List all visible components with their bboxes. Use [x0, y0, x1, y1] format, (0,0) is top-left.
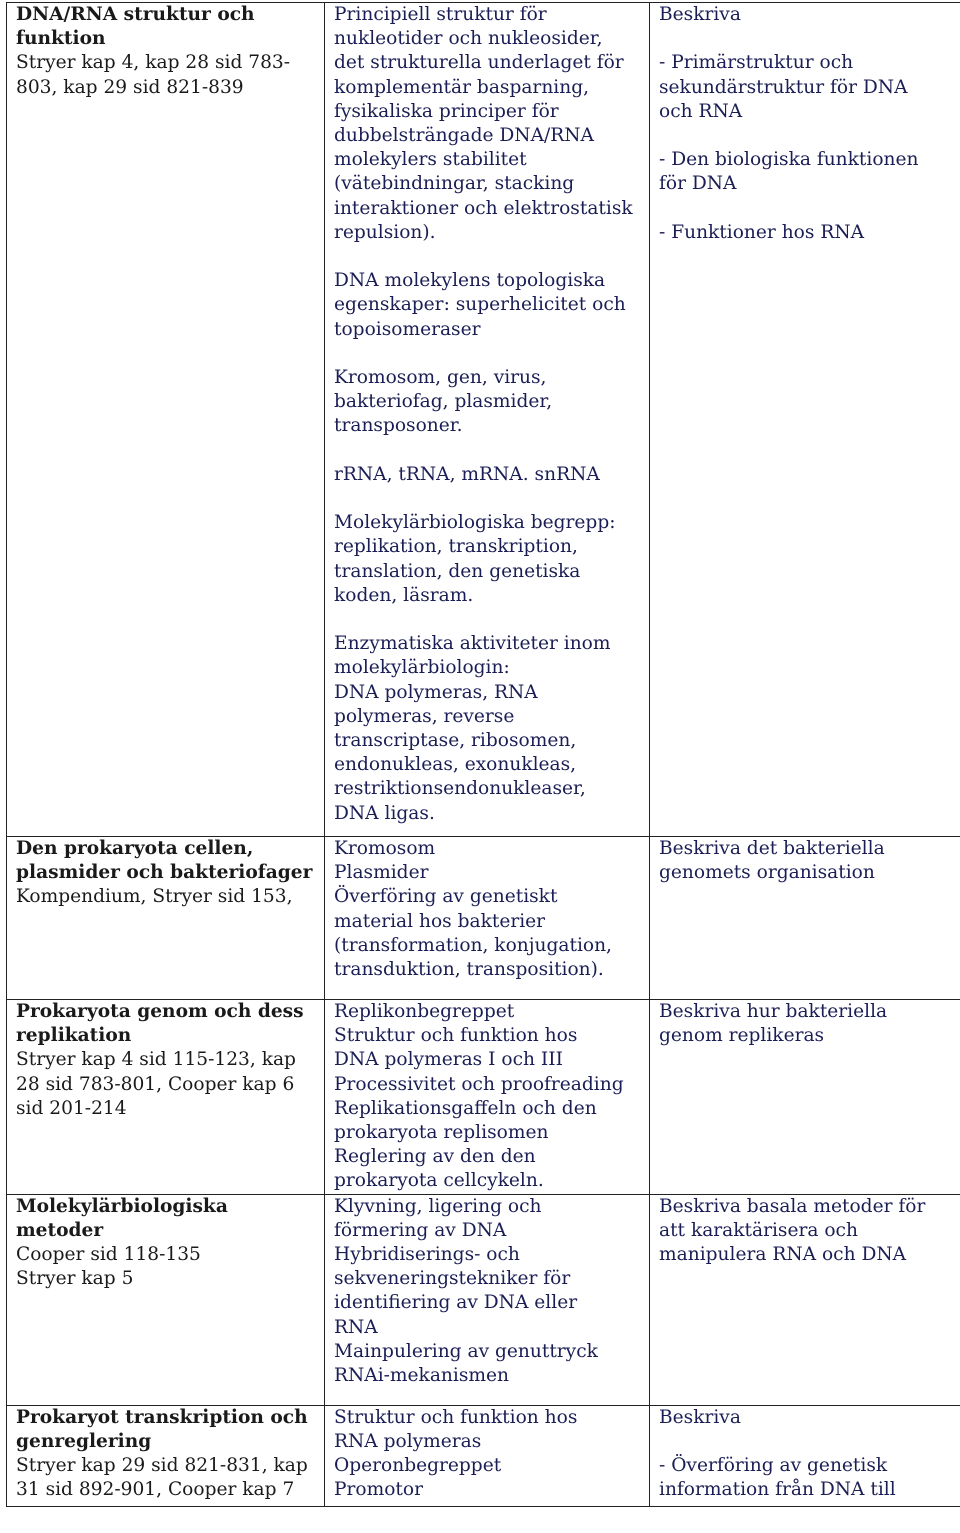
goal-line: Beskriva: [659, 1406, 741, 1428]
content-line: material hos bakterier: [334, 910, 546, 932]
goal-line: för DNA: [659, 173, 737, 195]
content-line: restriktionsendonukleaser,: [334, 778, 586, 800]
goal-cell: [650, 837, 960, 1000]
goal-line: - Funktioner hos RNA: [659, 221, 865, 243]
content-line: RNAi-mekanismen: [334, 1365, 509, 1387]
topic-heading-line: replikation: [16, 1025, 132, 1047]
paragraph-spacer: [659, 124, 959, 148]
content-line: Hybridiserings- och: [334, 1244, 520, 1266]
content-line: Klyvning, ligering och: [334, 1195, 542, 1217]
content-line: polymeras, reverse: [334, 705, 515, 727]
paragraph-spacer: [334, 245, 641, 269]
paragraph-spacer: [334, 342, 641, 366]
content-line: repulsion).: [334, 221, 436, 243]
content-line: DNA polymeras, RNA: [334, 681, 538, 703]
table-row: [7, 1000, 960, 1195]
goal-line: manipulera RNA och DNA: [659, 1244, 907, 1266]
content-line: (transformation, konjugation,: [334, 934, 612, 956]
reference-line: 31 sid 892-901, Cooper kap 7: [16, 1479, 295, 1501]
content-line: (vätebindningar, stacking: [334, 173, 575, 195]
paragraph-spacer: [334, 439, 641, 463]
reference-line: Stryer kap 4 sid 115-123, kap: [16, 1049, 296, 1071]
goal-line: genomets organisation: [659, 862, 875, 884]
paragraph-spacer: [659, 1430, 959, 1454]
content-line: DNA molekylens topologiska: [334, 270, 606, 292]
content-line: prokaryota cellcykeln.: [334, 1170, 544, 1192]
content-cell: [325, 1000, 650, 1195]
goal-line: Beskriva det bakteriella: [659, 838, 885, 859]
reference-line: Stryer kap 4, kap 28 sid 783-: [16, 52, 291, 74]
content-cell: [325, 3, 650, 837]
content-line: sekveneringstekniker för: [334, 1268, 571, 1290]
paragraph-spacer: [659, 197, 959, 221]
content-line: endonukleas, exonukleas,: [334, 754, 577, 776]
content-line: topoisomeraser: [334, 318, 481, 340]
topic-cell: [7, 837, 325, 1000]
content-line: bakteriofag, plasmider,: [334, 391, 553, 413]
goal-line: Beskriva: [659, 4, 741, 25]
content-line: transposoner.: [334, 415, 463, 437]
topic-heading-line: Prokaryot transkription och: [16, 1406, 308, 1428]
course-content-table: [6, 2, 960, 1507]
content-cell: [325, 837, 650, 1000]
table-row: [7, 837, 960, 1000]
content-line: replikation, transkription,: [334, 536, 578, 558]
reference-line: Cooper sid 118-135: [16, 1244, 201, 1266]
topic-cell: [7, 1194, 325, 1405]
content-cell: [325, 1405, 650, 1506]
content-line: interaktioner och elektrostatisk: [334, 197, 633, 219]
content-line: rRNA, tRNA, mRNA. snRNA: [334, 463, 600, 485]
table-row: [7, 1194, 960, 1405]
paragraph-spacer: [334, 608, 641, 632]
topic-heading-line: plasmider och bakteriofager: [16, 862, 313, 884]
goal-line: - Överföring av genetisk: [659, 1455, 888, 1477]
topic-heading-line: Molekylärbiologiska: [16, 1195, 228, 1217]
goal-line: genom replikeras: [659, 1025, 825, 1047]
content-line: DNA polymeras I och III: [334, 1049, 563, 1071]
content-line: Promotor: [334, 1479, 423, 1501]
content-line: Processivitet och proofreading: [334, 1073, 624, 1095]
content-line: Plasmider: [334, 862, 429, 884]
paragraph-spacer: [659, 27, 959, 51]
content-line: Struktur och funktion hos: [334, 1406, 578, 1428]
topic-cell: [7, 3, 325, 837]
table-body: [7, 3, 960, 1507]
content-line: RNA: [334, 1316, 378, 1338]
table-row: [7, 1405, 960, 1506]
goal-line: att karaktärisera och: [659, 1219, 858, 1241]
reference-line: 803, kap 29 sid 821-839: [16, 76, 244, 98]
content-line: komplementär basparning,: [334, 76, 590, 98]
goal-line: Beskriva basala metoder för: [659, 1195, 926, 1217]
content-line: Kromosom: [334, 838, 436, 859]
topic-heading-line: Den prokaryota cellen,: [16, 838, 254, 859]
content-line: Principiell struktur för: [334, 4, 547, 25]
goal-line: - Den biologiska funktionen: [659, 149, 919, 171]
content-line: Enzymatiska aktiviteter inom: [334, 633, 611, 655]
content-line: prokaryota replisomen: [334, 1122, 549, 1144]
topic-heading-line: funktion: [16, 28, 106, 50]
content-line: translation, den genetiska: [334, 560, 581, 582]
goal-line: information från DNA till: [659, 1479, 896, 1501]
goal-line: Beskriva hur bakteriella: [659, 1001, 888, 1022]
content-line: Struktur och funktion hos: [334, 1025, 578, 1047]
content-line: Kromosom, gen, virus,: [334, 367, 547, 389]
topic-heading-line: metoder: [16, 1219, 104, 1241]
content-line: identifiering av DNA eller: [334, 1292, 578, 1314]
content-line: fysikaliska principer för: [334, 100, 559, 122]
goal-line: och RNA: [659, 100, 743, 122]
goal-cell: [650, 1405, 960, 1506]
reference-line: Kompendium, Stryer sid 153,: [16, 886, 293, 908]
topic-cell: [7, 1000, 325, 1195]
content-line: transcriptase, ribosomen,: [334, 730, 577, 752]
topic-cell: [7, 1405, 325, 1506]
content-line: Mainpulering av genuttryck: [334, 1340, 598, 1362]
content-line: molekylers stabilitet: [334, 149, 527, 171]
content-line: molekylärbiologin:: [334, 657, 510, 679]
content-line: det strukturella underlaget för: [334, 52, 624, 74]
content-line: förmering av DNA: [334, 1219, 507, 1241]
reference-line: Stryer kap 5: [16, 1268, 134, 1290]
goal-cell: [650, 3, 960, 837]
topic-heading-line: genreglering: [16, 1430, 152, 1452]
content-line: DNA ligas.: [334, 802, 435, 824]
table-row: [7, 3, 960, 837]
goal-cell: [650, 1000, 960, 1195]
goal-cell: [650, 1194, 960, 1405]
content-line: Operonbegreppet: [334, 1455, 502, 1477]
content-line: Replikonbegreppet: [334, 1001, 515, 1022]
reference-line: 28 sid 783-801, Cooper kap 6: [16, 1073, 295, 1095]
paragraph-spacer: [334, 487, 641, 511]
reference-line: Stryer kap 29 sid 821-831, kap: [16, 1455, 308, 1477]
content-line: koden, läsram.: [334, 584, 474, 606]
content-line: Replikationsgaffeln och den: [334, 1097, 597, 1119]
content-line: Överföring av genetiskt: [334, 886, 558, 908]
content-line: Molekylärbiologiska begrepp:: [334, 512, 616, 534]
topic-heading-line: Prokaryota genom och dess: [16, 1001, 304, 1022]
reference-line: sid 201-214: [16, 1097, 127, 1119]
content-line: RNA polymeras: [334, 1430, 482, 1452]
goal-line: sekundärstruktur för DNA: [659, 76, 908, 98]
content-line: egenskaper: superhelicitet och: [334, 294, 626, 316]
content-line: dubbelsträngade DNA/RNA: [334, 125, 594, 147]
goal-line: - Primärstruktur och: [659, 52, 854, 74]
content-line: Reglering av den den: [334, 1146, 536, 1168]
topic-heading-line: DNA/RNA struktur och: [16, 4, 255, 25]
content-line: nukleotider och nukleosider,: [334, 28, 603, 50]
content-cell: [325, 1194, 650, 1405]
content-line: transduktion, transposition).: [334, 959, 604, 981]
